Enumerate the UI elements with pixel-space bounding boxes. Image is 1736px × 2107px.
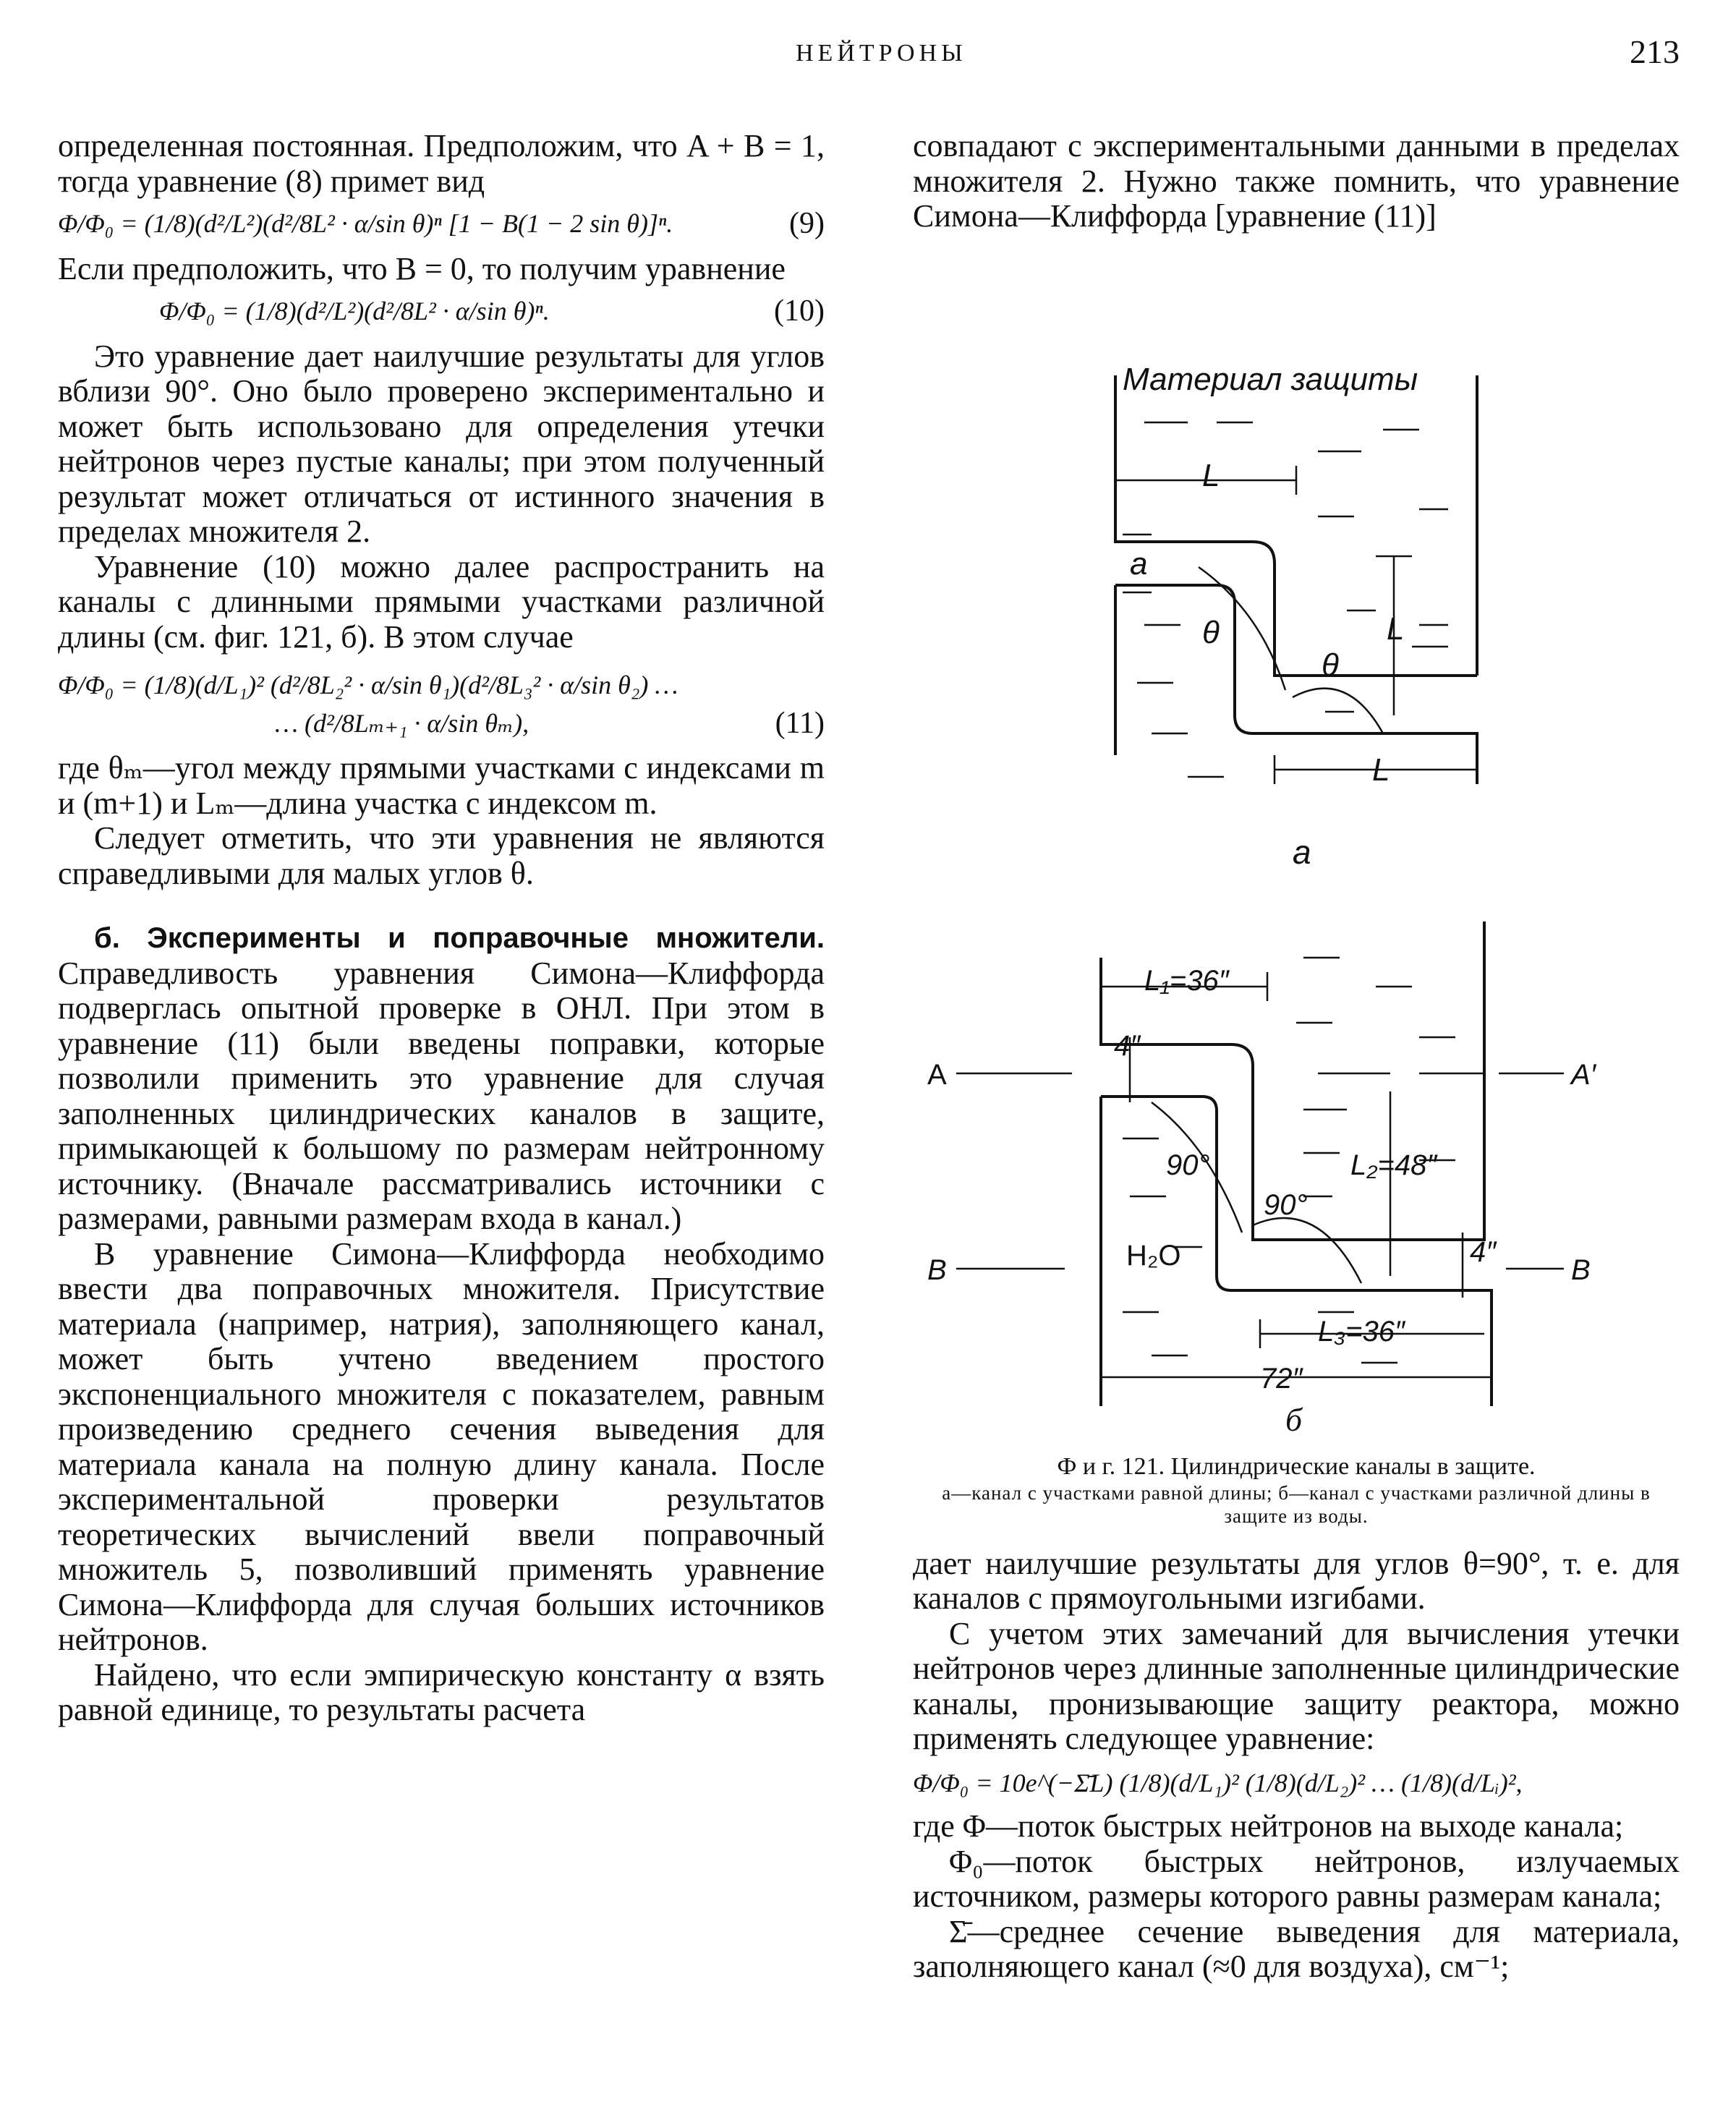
fig-b-B-left: B [927, 1253, 947, 1286]
equation-formula: Φ/Φ₀ = (1/8)(d²/L²)(d²/8L² · α/sin θ)ⁿ [1 − B(1 − 2 sin θ)]ⁿ. [58, 209, 673, 238]
paragraph: Если предположить, что B = 0, то получим уравнение [58, 250, 786, 286]
paragraph: дает наилучшие результаты для углов θ=90°, т. е. для каналов с прямоугольными изгибами. [913, 1545, 1680, 1616]
section-heading: б. Эксперименты и поправочные множители. [94, 922, 825, 954]
equation-11-line1 [58, 668, 825, 703]
equation-formula: Φ/Φ₀ = (1/8)(d/L₁)² (d²/8L₂² · α/sin θ₁)(d²/8L₃² · α/sin θ₂) … [58, 671, 678, 699]
fig-a-theta-left: θ [1202, 614, 1220, 650]
section-paragraph [58, 920, 825, 1237]
paragraph: В уравнение Симона—Клиффорда необходимо ввести два поправочных множителя. Присутствие материала (например, натрия), заполняющего канал, может быть учтено введением простого экспоненциального множителя с показателем, равным произведению среднего сечения выведения для материала канала на полную длину канала. После экспериментальной проверки результатов теоретических вычислений ввели поправочный множитель 5, позволивший применять уравнение Симона—Клиффорда для случая больших источников нейтронов. [58, 1235, 825, 1657]
equation-formula: Φ/Φ₀ = 10e^(−Σ̄L) (1/8)(d/L₁)² (1/8)(d/L₂)² … (1/8)(d/Lᵢ)², [913, 1768, 1523, 1797]
fig-b-L3: L₃=36″ [1318, 1315, 1405, 1348]
equation-final [913, 1766, 1680, 1801]
fig-b-gap-top: 4″ [1114, 1029, 1141, 1062]
page-number: 213 [1630, 33, 1680, 70]
paragraph: Это уравнение дает наилучшие результаты для углов вблизи 90°. Оно было проверено экспериментально и может быть использовано для определения утечки нейтронов через пустые каналы; при этом полученный результат может отличаться от истинного значения в пределах множителя 2. [58, 338, 825, 549]
equation-number: (9) [789, 207, 825, 240]
right-column [913, 129, 1680, 1985]
equation-11-line2 [58, 706, 825, 741]
fig-b-angle1: 90° [1166, 1149, 1210, 1181]
fig-b-sublabel: б [1285, 1400, 1303, 1438]
fig-a-L-top: L [1202, 457, 1220, 493]
paragraph-text: Справедливость уравнения Симона—Клиффорда подверглась опытной проверке в ОНЛ. При этом в уравнение (11) были введены поправки, которые позволили применить это уравнение для случая заполненных цилиндрических каналов в защите, примыкающей к большому по размерам нейтронному источнику. (Вначале рассматривались источники с размерами, равными размерам входа в канал.) [58, 955, 825, 1236]
paragraph: Следует отметить, что эти уравнения не являются справедливыми для малых углов θ. [58, 820, 825, 891]
equation-formula: … (d²/8Lₘ₊₁ · α/sin θₘ), [275, 708, 529, 738]
fig-a-a-label: a [1130, 545, 1148, 582]
running-head: НЕЙТРОНЫ [796, 40, 967, 67]
fig-b-A: A [927, 1058, 947, 1091]
channel-wall-lower [1115, 585, 1477, 784]
paragraph: Σ̄—среднее сечение выведения для материала, заполняющего канал (≈0 для воздуха), см⁻¹; [913, 1913, 1680, 1984]
fig-a-material-label: Материал защиты [1123, 361, 1418, 397]
paragraph: где Φ—поток быстрых нейтронов на выходе канала; [913, 1808, 1624, 1844]
paragraph: где θₘ—угол между прямыми участками с индексами m и (m+1) и Lₘ—длина участка с индексом m. [58, 750, 825, 821]
fig-b-L2: L₂=48″ [1350, 1149, 1437, 1181]
equation-number: (11) [775, 706, 825, 740]
figure-caption-sub: а—канал с участками равной длины; б—канал с участками различной длины в защите из воды. [942, 1481, 1651, 1527]
fig-a-sublabel: а [1293, 833, 1311, 871]
equation-number: (10) [774, 294, 825, 328]
paragraph: Уравнение (10) можно далее распространить на каналы с длинными прямыми участками различной длины (см. фиг. 121, б). В этом случае [58, 548, 825, 655]
left-column [58, 129, 825, 1728]
paragraph: совпадают с экспериментальными данными в пределах множителя 2. Нужно также помнить, что уравнение Симона—Клиффорда [уравнение (11)] [913, 128, 1680, 234]
channel-wall-upper [1115, 375, 1477, 676]
fig-b-angle2: 90° [1264, 1188, 1308, 1221]
fig-a-L-vertical: L [1387, 610, 1405, 647]
fig-b-gap-bottom: 4″ [1470, 1235, 1497, 1268]
paragraph: Φ₀—поток быстрых нейтронов, излучаемых источником, размеры которого равны размерам канала; [913, 1843, 1680, 1914]
fig-b-L1: L₁=36″ [1144, 964, 1229, 997]
equation-9 [58, 206, 825, 242]
fig-b-h2o: H₂O [1126, 1239, 1181, 1272]
page-header [0, 33, 1736, 83]
paragraph: С учетом этих замечаний для вычисления утечки нейтронов через длинные заполненные цилиндрические каналы, пронизывающие защиту реактора, можно применять следующее уравнение: [913, 1615, 1680, 1756]
equation-formula: Φ/Φ₀ = (1/8)(d²/L²)(d²/8L² · α/sin θ)ⁿ. [159, 297, 550, 325]
fig-a-theta-right: θ [1322, 647, 1339, 683]
fig-b-A-prime: A′ [1571, 1058, 1596, 1091]
figure-121-drawing [913, 234, 1680, 1406]
paragraph: определенная постоянная. Предположим, что A + B = 1, тогда уравнение (8) примет вид [58, 128, 825, 199]
fig-a-L-bottom: L [1372, 752, 1390, 788]
fig-b-B-right: B [1571, 1253, 1591, 1286]
paragraph: Найдено, что если эмпирическую константу α взять равной единице, то результаты расчета [58, 1656, 825, 1727]
fig-b-total: 72″ [1260, 1362, 1303, 1395]
equation-10 [58, 294, 825, 329]
figure-121 [913, 234, 1680, 1438]
figure-caption: Ф и г. 121. Цилиндрические каналы в защите. [1057, 1452, 1536, 1480]
